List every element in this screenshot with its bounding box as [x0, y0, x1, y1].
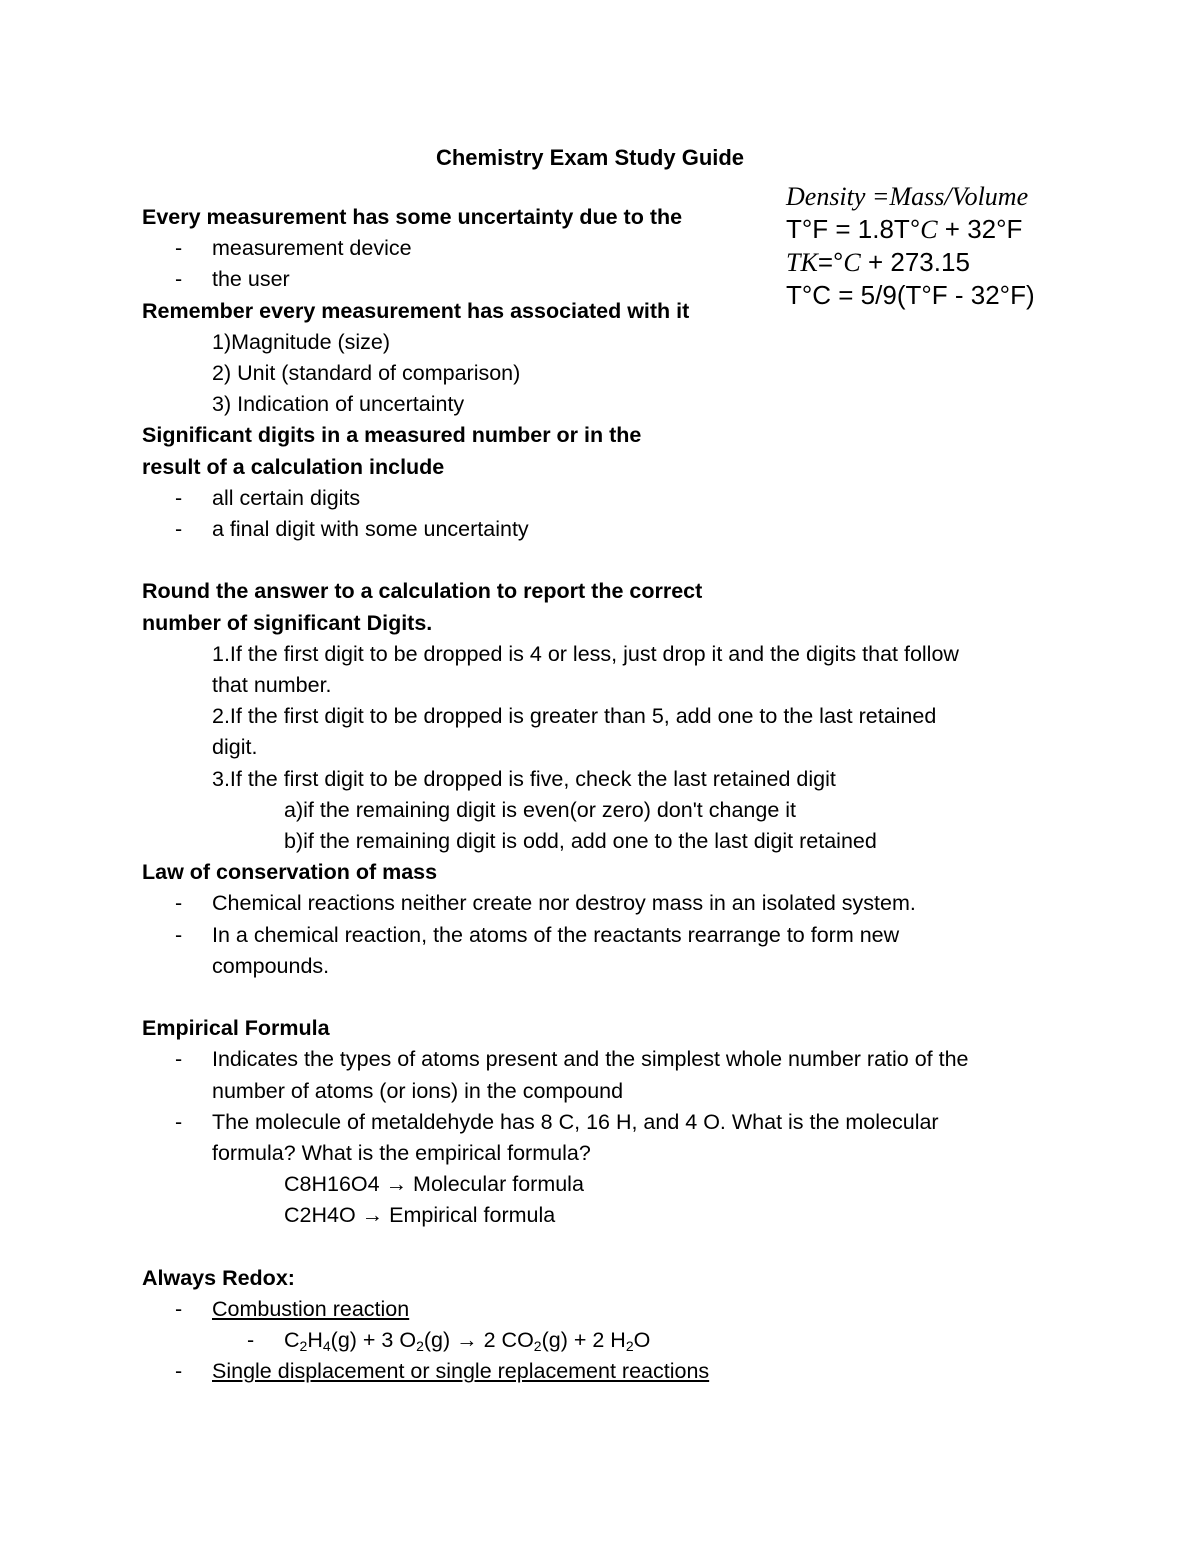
- bullet-dash: -: [175, 1297, 183, 1322]
- list-item: [142, 1294, 1052, 1325]
- list-item: [142, 920, 1052, 951]
- list-item-text: Chemical reactions neither create nor destroy mass in an isolated system.: [212, 891, 916, 916]
- remember-heading: Remember every measurement has associated with it: [142, 298, 690, 323]
- bullet-dash: -: [175, 267, 183, 292]
- list-item-continuation: compounds.: [212, 953, 330, 978]
- formula-text: C: [920, 215, 938, 244]
- list-item-text: the user: [212, 267, 290, 292]
- rounding-rule: 3.If the first digit to be dropped is five, check the last retained digit: [212, 766, 836, 791]
- list-item: [142, 514, 1052, 545]
- equation-text: (g) → 2 CO: [423, 1328, 534, 1353]
- molecular-formula-line: C8H16O4 → Molecular formula: [284, 1172, 584, 1197]
- rounding-subrule: a)if the remaining digit is even(or zero) don't change it: [284, 797, 797, 822]
- rounding-heading: Round the answer to a calculation to report the correct: [142, 579, 703, 604]
- combustion-label: Combustion reaction: [212, 1297, 410, 1322]
- rounding-rule: that number.: [212, 673, 332, 698]
- equation-subscript: 2: [416, 1338, 424, 1355]
- equation-subscript: 2: [625, 1338, 634, 1355]
- formula-text: + 32°F: [937, 214, 1023, 244]
- list-item-text: In a chemical reaction, the atoms of the reactants rearrange to form new: [212, 922, 900, 947]
- celsius-formula: T°C = 5/9(T°F - 32°F): [786, 280, 1035, 310]
- bullet-dash: -: [175, 891, 183, 916]
- rounding-rule: 1.If the first digit to be dropped is 4 or less, just drop it and the digits that follow: [212, 641, 959, 666]
- list-item: 2) Unit (standard of comparison): [212, 361, 521, 386]
- list-item-text: a final digit with some uncertainty: [212, 517, 529, 542]
- bullet-dash: -: [175, 485, 183, 510]
- equation-subscript: 2: [299, 1338, 308, 1355]
- formula-text: + 273.15: [860, 247, 970, 277]
- spacer: [142, 545, 1052, 576]
- list-item: [142, 233, 1052, 264]
- equation-text: O: [633, 1328, 651, 1353]
- bullet-dash: -: [175, 1109, 183, 1134]
- combustion-equation: [142, 1325, 1052, 1356]
- formula-text: TK: [786, 248, 818, 277]
- conservation-heading: Law of conservation of mass: [142, 860, 438, 885]
- density-formula: Density =Mass/Volume: [786, 182, 1029, 211]
- empirical-formula-line: C2H4O → Empirical formula: [284, 1203, 556, 1228]
- list-item-text: The molecule of metaldehyde has 8 C, 16 H, and 4 O. What is the molecular: [212, 1109, 939, 1134]
- uncertainty-heading: Every measurement has some uncertainty due to the: [142, 205, 683, 229]
- spacer: [142, 982, 1052, 1013]
- rounding-rule: digit.: [212, 735, 258, 760]
- bullet-dash: -: [247, 1328, 255, 1353]
- sigdigits-heading: Significant digits in a measured number or in the: [142, 423, 642, 448]
- rounding-rule: 2.If the first digit to be dropped is greater than 5, add one to the last retained: [212, 704, 937, 729]
- list-item: [142, 483, 1052, 514]
- list-item: 1)Magnitude (size): [212, 329, 391, 354]
- list-item-continuation: formula? What is the empirical formula?: [212, 1141, 591, 1166]
- equation-subscript: 2: [533, 1338, 542, 1355]
- rounding-subrule: b)if the remaining digit is odd, add one to the last digit retained: [284, 829, 877, 854]
- rounding-heading: number of significant Digits.: [142, 610, 433, 635]
- equation-text: (g) + 3 O: [330, 1328, 417, 1353]
- equation-text: C: [284, 1328, 300, 1353]
- equation-subscript: 4: [322, 1338, 331, 1355]
- page-title: Chemistry Exam Study Guide: [435, 145, 745, 170]
- list-item-text: all certain digits: [212, 485, 361, 510]
- redox-heading: Always Redox:: [142, 1265, 295, 1290]
- list-item: [142, 264, 1052, 295]
- list-item: [142, 1107, 1052, 1138]
- empirical-heading: Empirical Formula: [142, 1016, 330, 1041]
- list-item-text: Indicates the types of atoms present and the simplest whole number ratio of the: [212, 1047, 969, 1072]
- bullet-dash: -: [175, 1359, 183, 1384]
- study-guide-body: [142, 202, 1052, 1388]
- list-item: 3) Indication of uncertainty: [212, 392, 465, 417]
- sigdigits-heading: result of a calculation include: [142, 454, 445, 479]
- formula-text: C: [843, 248, 861, 277]
- equation-text: H: [307, 1328, 323, 1353]
- list-item: [142, 888, 1052, 919]
- formula-text: T°F = 1.8T°: [786, 214, 921, 244]
- equation-text: (g) + 2 H: [541, 1328, 626, 1353]
- list-item-continuation: number of atoms (or ions) in the compound: [212, 1078, 624, 1103]
- formula-text: =°: [817, 247, 844, 277]
- list-item-text: measurement device: [212, 236, 412, 261]
- list-item: [142, 1356, 1052, 1387]
- single-displacement-label: Single displacement or single replacement reactions: [212, 1359, 710, 1384]
- spacer: [142, 1232, 1052, 1263]
- bullet-dash: -: [175, 1047, 183, 1072]
- list-item: [142, 1044, 1052, 1075]
- bullet-dash: -: [175, 922, 183, 947]
- bullet-dash: -: [175, 236, 183, 261]
- bullet-dash: -: [175, 517, 183, 542]
